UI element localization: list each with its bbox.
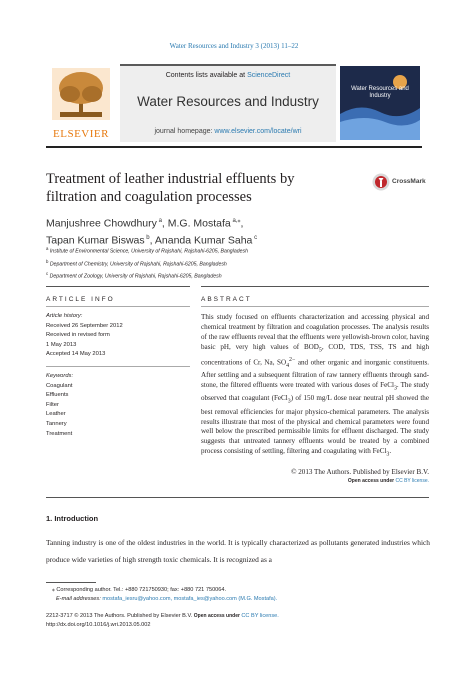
keywords <box>46 372 190 439</box>
article-history <box>46 312 190 360</box>
issn-license-link[interactable]: CC BY license. <box>241 613 279 619</box>
article-title: Treatment of leather industrial effluents by filtration and coagulation processes <box>46 171 295 205</box>
keywords-rule <box>46 366 190 367</box>
abstract-rule <box>201 306 429 307</box>
doi-link[interactable]: http://dx.doi.org/10.1016/j.wri.2013.05.002 <box>46 622 151 628</box>
article-info-top-rule <box>46 286 190 287</box>
issn-line <box>46 612 430 621</box>
issn-text: 2212-3717 © 2013 The Authors. Published by Elsevier B.V. <box>46 613 194 619</box>
keyword-item: Filter <box>46 401 59 408</box>
issn-open-access: Open access under <box>193 613 242 619</box>
issn-doi-block <box>46 612 430 630</box>
author-separator: , <box>240 217 244 230</box>
author-affiliation-mark: a <box>156 218 162 224</box>
crossmark-icon <box>372 173 390 191</box>
affiliation-item <box>46 257 426 270</box>
abstract-bottom-rule <box>46 497 429 498</box>
crossmark-badge[interactable] <box>372 171 432 193</box>
keyword-item: Tannery <box>46 420 67 427</box>
cc-by-license-link[interactable]: CC BY license. <box>395 478 429 484</box>
corresponding-author-note: ⁎ Corresponding author. Tel.: +880 721750930; fax: +880 721 750064. <box>52 587 227 593</box>
footnote-rule <box>46 582 96 583</box>
elsevier-logo[interactable] <box>46 66 116 142</box>
journal-cover[interactable] <box>340 66 420 140</box>
affiliation-text: Department of Chemistry, University of Rajshahi, Rajshahi-6205, Bangladesh <box>48 261 227 268</box>
keywords-label: Keywords: <box>46 373 74 379</box>
open-access-prefix: Open access under <box>347 478 396 484</box>
homepage-link[interactable]: www.elsevier.com/locate/wri <box>214 128 302 135</box>
abstract-heading: ABSTRACT <box>201 296 252 303</box>
contents-prefix: Contents lists available at <box>165 72 248 79</box>
affiliation-text: Department of Zoology, University of Rajshahi, Rajshahi-6205, Bangladesh <box>48 274 222 281</box>
author-name[interactable]: , M.G. Mostafa <box>161 217 231 230</box>
email-links[interactable]: mostafa_iesru@yahoo.com, mostafa_ies@yahoo.com (M.G. Mostafa). <box>102 596 278 602</box>
sciencedirect-link[interactable]: ScienceDirect <box>247 72 291 79</box>
contents-line <box>120 72 336 79</box>
affiliation-mark: a <box>46 246 49 251</box>
affiliation-text: Institute of Environmental Science, University of Rajshahi, Rajshahi-6205, Bangladesh <box>48 248 248 255</box>
author-affiliation-mark: a, <box>230 218 238 224</box>
cover-art-icon <box>340 66 420 140</box>
author-line-1 <box>46 214 376 231</box>
keyword-item: Coagulant <box>46 382 73 389</box>
copyright-notice: © 2013 The Authors. Published by Elsevier B.V. <box>291 468 429 476</box>
history-item: Received in revised form <box>46 332 110 339</box>
keyword-item: Leather <box>46 411 66 418</box>
journal-info-box <box>120 64 336 142</box>
corresponding-mark[interactable]: ⁎ <box>237 218 241 224</box>
header-divider <box>46 146 422 148</box>
open-access-notice <box>201 478 429 484</box>
cover-title: Water Resources and Industry <box>351 86 409 99</box>
author-name[interactable]: Manjushree Chowdhury <box>46 217 157 230</box>
journal-reference[interactable]: Water Resources and Industry 3 (2013) 11–22 <box>169 42 299 50</box>
article-info-heading: ARTICLE INFO <box>46 296 115 303</box>
email-note <box>46 595 430 604</box>
affiliation-mark: c <box>46 271 49 277</box>
journal-title[interactable]: Water Resources and Industry <box>137 94 319 109</box>
article-info-rule <box>46 306 190 307</box>
author-affiliation-mark: b <box>144 234 150 241</box>
publisher-logo-text: ELSEVIER <box>53 128 109 140</box>
author-name[interactable]: , Ananda Kumar Saha <box>149 234 253 246</box>
affiliation-mark: b <box>46 258 49 264</box>
history-item: Received 26 September 2012 <box>46 322 123 329</box>
keyword-item: Treatment <box>46 430 73 437</box>
history-item: Accepted 14 May 2013 <box>46 351 106 358</box>
abstract-text: This study focused on effluents characterization and accessing physical and chemical treatment by filtration and coagulation processes. The analysis results of the raw effluents reveal that the effluents were yellowish-brown color, having basic pH, very high values of $BOD_5$, COD, TDS, TSS, TS and high concentrations of Cr, Na, $SO_4^{2-}$ and other organic and inorganic constituents. After settling and a subsequent filtration of raw tannery effluents through sand-stone, the filtered effluents were treated with various doses of FeCl$_3$. The study observed that coagulant (FeCl$_3$) of 150 mg/L dose near neutral pH showed the best removal efficiencies for major physico-chemical parameters. The analysis results illustrate that most of the physical and chemical parameters were found well below the prescribed permissible limits for effluent discharged. The study suggests that untreated tannery effluents would be treated by a combined process consisting of settling, filtering and coagulating with FeCl$_3$. <box>201 313 429 458</box>
introduction-text: Tanning industry is one of the oldest industries in the world. It is typically characterized as pollutants generated industries which produce wide varieties of high strength toxic chemicals. It is recognized as a <box>46 538 430 564</box>
introduction-heading: 1. Introduction <box>46 514 99 523</box>
email-label: E-mail addresses: <box>56 596 103 602</box>
crossmark-label: CrossMark <box>392 178 426 185</box>
journal-header <box>46 64 422 144</box>
homepage-prefix: journal homepage: <box>154 128 215 135</box>
history-item: 1 May 2013 <box>46 341 77 348</box>
affiliations <box>46 244 426 282</box>
footnotes <box>46 586 430 604</box>
affiliation-item <box>46 269 426 282</box>
history-label: Article history: <box>46 313 83 319</box>
author-affiliation-mark: c <box>252 234 258 241</box>
abstract-top-rule <box>201 286 429 287</box>
keyword-item: Effluents <box>46 392 69 399</box>
homepage-line <box>120 128 336 135</box>
author-list <box>46 214 376 247</box>
affiliation-item <box>46 244 426 257</box>
author-name[interactable]: Tapan Kumar Biswas <box>46 234 145 246</box>
